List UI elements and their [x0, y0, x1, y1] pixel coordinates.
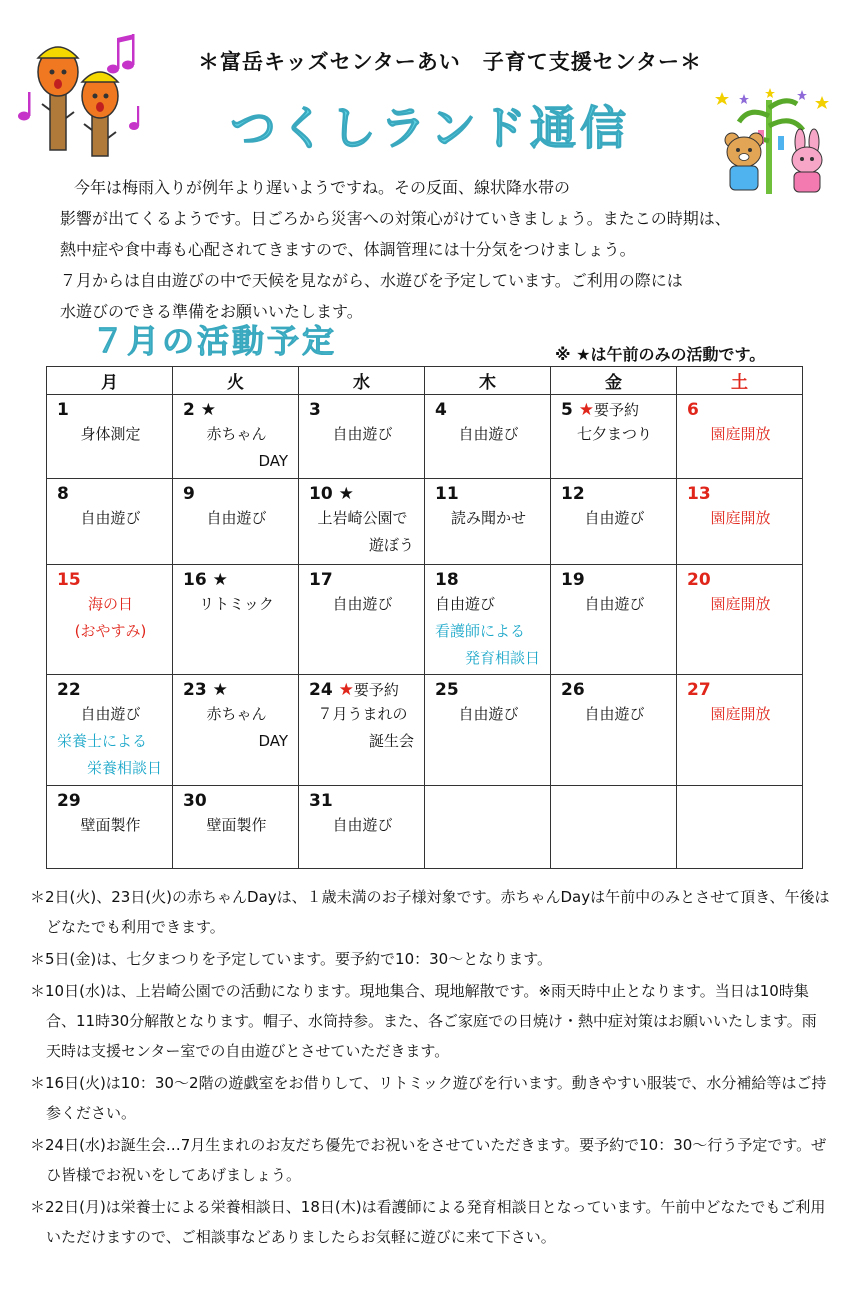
star-icon: ★	[332, 484, 354, 504]
notes-section	[30, 882, 830, 1254]
activity-text: 栄養相談日	[86, 759, 162, 777]
weekday-header: 金	[551, 367, 677, 395]
activity-text: 栄養士による	[57, 732, 148, 750]
note-item: ＊2日(火)、23日(火)の赤ちゃんDayは、１歳未満のお子様対象です。赤ちゃんDayは午前中のみとさせて頂き、午後はどなたでも利用できます。	[30, 888, 830, 936]
activity-text: 海の日	[87, 595, 133, 613]
note-item: ＊16日(火)は10：30～2階の遊戯室をお借りして、リトミック遊びを行います。動きやすい服装で、水分補給等はご持参ください。	[30, 1074, 827, 1122]
star-icon: ★	[206, 680, 228, 700]
intro-line: ７月からは自由遊びの中で天候を見ながら、水遊びを予定しています。ご利用の際には	[60, 271, 683, 290]
activity-text: 壁面製作	[206, 816, 267, 834]
activity-text: 自由遊び	[80, 509, 141, 527]
weekday-header: 木	[425, 367, 551, 395]
activity-text: DAY	[258, 732, 288, 750]
day-number: 23	[183, 680, 207, 700]
calendar-day-cell	[47, 675, 173, 786]
calendar-day-cell	[47, 395, 173, 479]
calendar-day-cell	[677, 479, 803, 565]
activity-text: 読み聞かせ	[450, 509, 526, 527]
activity-text: 自由遊び	[584, 705, 645, 723]
calendar-day-cell	[47, 479, 173, 565]
day-number: 3	[309, 400, 321, 420]
calendar-day-cell	[299, 565, 425, 675]
calendar-day-cell	[551, 786, 677, 869]
activity-text: 赤ちゃん	[206, 705, 267, 723]
reservation-required-label: 要予約	[594, 401, 640, 419]
calendar-day-cell	[173, 395, 299, 479]
calendar-day-cell	[299, 395, 425, 479]
calendar-day-cell	[173, 675, 299, 786]
weekday-header: 火	[173, 367, 299, 395]
tsukushi-characters-illustration	[10, 22, 160, 162]
activity-text: 看護師による	[435, 622, 526, 640]
calendar-week-row	[47, 786, 803, 869]
calendar-week-row	[47, 675, 803, 786]
star-icon: ★	[194, 400, 217, 420]
activity-text: 発育相談日	[464, 649, 540, 667]
calendar-day-cell	[47, 786, 173, 869]
weekday-header: 月	[47, 367, 173, 395]
calendar-day-cell	[677, 395, 803, 479]
star-icon: ★	[206, 570, 228, 590]
day-number: 17	[309, 570, 333, 590]
calendar-day-cell	[299, 479, 425, 565]
schedule-title: ７月の活動予定	[92, 322, 338, 360]
activity-text: 上岩崎公園で	[317, 509, 408, 527]
calendar-day-cell	[551, 395, 677, 479]
intro-text	[60, 172, 830, 327]
day-number: 30	[183, 791, 207, 811]
intro-line: 影響が出てくるようです。日ごろから災害への対策心がけていきましょう。またこの時期は、	[60, 209, 731, 228]
intro-line: 今年は梅雨入りが例年より遅いようですね。その反面、線状降水帯の	[74, 178, 571, 197]
activity-text: 自由遊び	[332, 816, 393, 834]
activity-text: 園庭開放	[710, 595, 771, 613]
activity-text: 自由遊び	[458, 705, 519, 723]
note-item: ＊22日(月)は栄養士による栄養相談日、18日(木)は看護師による発育相談日となっています。午前中どなたでもご利用いただけますので、ご相談事などありましたらお気軽に遊びに来て下さい。	[30, 1198, 826, 1246]
organization-name: ＊富岳キッズセンターあい 子育て支援センター＊	[198, 50, 702, 74]
activity-text: 自由遊び	[206, 509, 267, 527]
activity-text: 自由遊び	[80, 705, 141, 723]
note-item: ＊24日(水)お誕生会…7月生まれのお友だち優先でお祝いをさせていただきます。要予約で10：30～行う予定です。ぜひ皆様でお祝いをしてあげましょう。	[30, 1136, 827, 1184]
activity-text: ７月うまれの	[317, 705, 408, 723]
day-number: 18	[435, 570, 459, 590]
day-number: 31	[309, 791, 333, 811]
weekday-header: 水	[299, 367, 425, 395]
activity-text: 園庭開放	[710, 509, 771, 527]
calendar-day-cell	[425, 565, 551, 675]
activity-text: 壁面製作	[80, 816, 141, 834]
day-number: 1	[57, 400, 69, 420]
calendar-day-cell	[425, 675, 551, 786]
music-note-icon	[18, 34, 139, 130]
activity-text: リトミック	[199, 595, 274, 613]
activity-text: 誕生会	[368, 732, 414, 750]
calendar-day-cell	[173, 565, 299, 675]
calendar-day-cell	[425, 395, 551, 479]
calendar-week-row	[47, 395, 803, 479]
calendar-day-cell	[425, 786, 551, 869]
reservation-required-label: 要予約	[353, 681, 399, 699]
activity-text: 園庭開放	[710, 705, 771, 723]
star-icon: ★	[572, 400, 595, 420]
day-number: 5	[561, 400, 573, 420]
day-number: 15	[57, 570, 81, 590]
day-number: 12	[561, 484, 585, 504]
activity-text: 七夕まつり	[576, 425, 652, 443]
day-number: 20	[687, 570, 711, 590]
day-number: 16	[183, 570, 207, 590]
day-number: 11	[435, 484, 459, 504]
activity-text: 自由遊び	[584, 509, 645, 527]
note-item: ＊5日(金)は、七夕まつりを予定しています。要予約で10：30～となります。	[30, 950, 553, 968]
note-item: ＊10日(水)は、上岩崎公園での活動になります。現地集合、現地解散です。※雨天時中止となります。当日は10時集合、11時30分解散となります。帽子、水筒持参。また、各ご家庭での日焼け・熱中症対策はお願いいたします。雨天時は支援センター室での自由遊びとさせていただきます。	[30, 982, 817, 1060]
day-number: 26	[561, 680, 585, 700]
day-number: 27	[687, 680, 711, 700]
calendar-day-cell	[299, 786, 425, 869]
calendar-day-cell	[677, 786, 803, 869]
activity-text: DAY	[258, 452, 288, 470]
weekday-header-row	[47, 367, 803, 395]
star-legend-note: ※ ★は午前のみの活動です。	[555, 345, 766, 364]
activity-text: 自由遊び	[584, 595, 645, 613]
day-number: 29	[57, 791, 81, 811]
calendar-day-cell	[677, 675, 803, 786]
day-number: 13	[687, 484, 711, 504]
day-number: 22	[57, 680, 81, 700]
activity-text: 身体測定	[80, 425, 141, 443]
day-number: 25	[435, 680, 459, 700]
calendar-day-cell	[173, 786, 299, 869]
calendar-day-cell	[47, 565, 173, 675]
calendar-week-row	[47, 479, 803, 565]
calendar-day-cell	[425, 479, 551, 565]
calendar-day-cell	[551, 479, 677, 565]
day-number: 24	[309, 680, 333, 700]
activity-text: 自由遊び	[458, 425, 519, 443]
activity-text: 自由遊び	[332, 595, 393, 613]
activity-text: 自由遊び	[332, 425, 393, 443]
intro-line: 水遊びのできる準備をお願いいたします。	[60, 302, 363, 321]
calendar-day-cell	[551, 675, 677, 786]
newsletter-title: つくしランド通信	[230, 101, 630, 155]
calendar-day-cell	[551, 565, 677, 675]
weekday-header-saturday: 土	[677, 367, 803, 395]
intro-line: 熱中症や食中毒も心配されてきますので、体調管理には十分気をつけましょう。	[60, 240, 636, 259]
day-number: 8	[57, 484, 69, 504]
calendar-day-cell	[299, 675, 425, 786]
day-number: 10	[309, 484, 333, 504]
calendar-day-cell	[677, 565, 803, 675]
calendar-day-cell	[173, 479, 299, 565]
day-number: 2	[183, 400, 195, 420]
calendar-week-row	[47, 565, 803, 675]
activity-text: 赤ちゃん	[206, 425, 267, 443]
activity-text: (おやすみ)	[74, 622, 147, 640]
day-number: 19	[561, 570, 585, 590]
day-number: 9	[183, 484, 195, 504]
star-icon: ★	[332, 680, 354, 700]
activity-calendar	[46, 366, 803, 869]
activity-text: 園庭開放	[710, 425, 771, 443]
activity-text: 遊ぼう	[368, 536, 414, 554]
activity-text: 自由遊び	[435, 595, 496, 613]
day-number: 6	[687, 400, 699, 420]
day-number: 4	[435, 400, 447, 420]
